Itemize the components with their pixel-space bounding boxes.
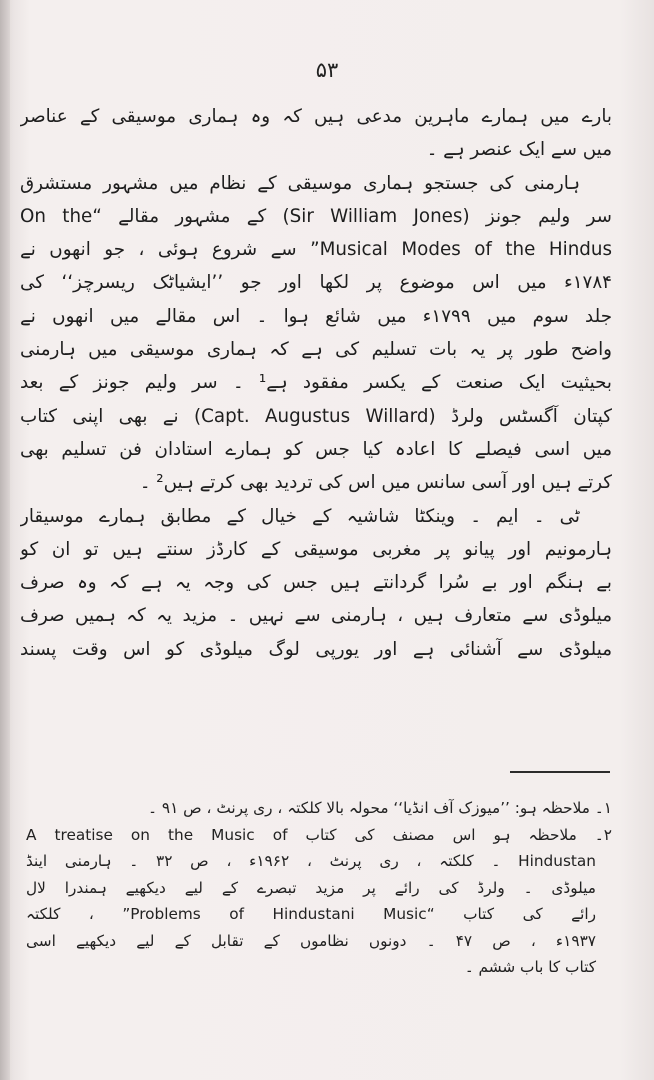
page-number: ۵۳ <box>315 58 339 82</box>
body-line: بارے میں ہمارے ماہرین مدعی ہیں کہ وہ ہماری موسیقی کے عناصر <box>20 106 612 127</box>
body-line: میلوڈی سے آشنائی ہے اور یورپی لوگ میلوڈی کو اس وقت پسند <box>20 638 612 660</box>
footnote-line: میلوڈی ۔ ولرڈ کی رائے پر مزید تبصرے کے لیے دیکھیے ہمندرا لال <box>26 878 596 897</box>
footnote-separator <box>510 771 610 773</box>
body-line: ہارمنی کی جستجو ہماری موسیقی کے نظام میں مشہور مستشرق <box>20 172 580 194</box>
footnotes <box>26 795 612 981</box>
body-line: سر ولیم جونز (Sir William Jones) کے مشہور مقالے “On the <box>20 205 612 227</box>
body-line: میں اسی فیصلے کا اعادہ کیا جس کو ہمارے استادان فن تسلیم بھی <box>20 438 612 460</box>
footnote-line: رائے کی کتاب “Problems of Hindustani Music” ، کلکتہ <box>26 905 596 923</box>
footnote-line: ۱۹۳۷ء ، ص ۴۷ ۔ دونوں نظاموں کے تقابل کے لیے دیکھیے اسی <box>26 931 597 950</box>
footnote-line: ۲۔ ملاحظہ ہو اس مصنف کی کتاب A treatise on the Music of <box>26 825 612 844</box>
body-line: ہارمونیم اور پیانو پر مغربی موسیقی کے کارڈز سنتے ہیں تو ان کو <box>20 538 612 560</box>
body-line: ٹی ۔ ایم ۔ وینکٹا شاشیہ کے خیال کے مطابق ہمارے موسیقار <box>20 505 580 527</box>
footnote-line: ۱۔ ملاحظہ ہو: ’’میوزک آف انڈیا‘‘ محولہ بالا کلکتہ ، ری پرنٹ ، ص ۹۱ ۔ <box>148 799 612 817</box>
body-line: واضح طور پر یہ بات تسلیم کی ہے کہ ہماری موسیقی میں ہارمنی <box>20 339 612 361</box>
body-line: Musical Modes of the Hindus” سے شروع ہوئی ، جو انھوں نے <box>20 239 612 261</box>
main-text <box>20 100 612 666</box>
footnote-line: کتاب کا باب ششم ۔ <box>464 958 596 976</box>
body-line: میلوڈی سے متعارف ہیں ، ہارمنی سے نہیں ۔ مزید یہ کہ ہمیں صرف <box>20 605 612 627</box>
body-line: ۱۷۸۴ء میں اس موضوع پر لکھا اور جو ’’ایشیاٹک ریسرچز‘‘ کی <box>20 272 612 294</box>
body-line: کپتان آگسٹس ولرڈ (Capt. Augustus Willard) نے بھی اپنی کتاب <box>20 405 612 427</box>
body-line: کرتے ہیں اور آسی سانس میں اس کی تردید بھی کرتے ہیں² ۔ <box>139 472 612 494</box>
page-spine-shadow <box>0 0 10 1080</box>
body-line: بے ہنگم اور بے سُرا گردانتے ہیں جس کی وجہ یہ ہے کہ وہ صرف <box>20 572 612 594</box>
footnote-line: Hindustan ۔ کلکتہ ، ری پرنٹ ، ۱۹۶۲ء ، ص ۳۲ ۔ ہارمنی اینڈ <box>26 852 596 870</box>
body-line: جلد سوم میں ۱۷۹۹ء میں شائع ہوا ۔ اس مقالے میں انھوں نے <box>20 305 612 327</box>
body-line: میں سے ایک عنصر ہے ۔ <box>426 139 612 161</box>
body-line: بحیثیت ایک صنعت کے یکسر مفقود ہے¹ ۔ سر ولیم جونز کے بعد <box>20 372 612 394</box>
